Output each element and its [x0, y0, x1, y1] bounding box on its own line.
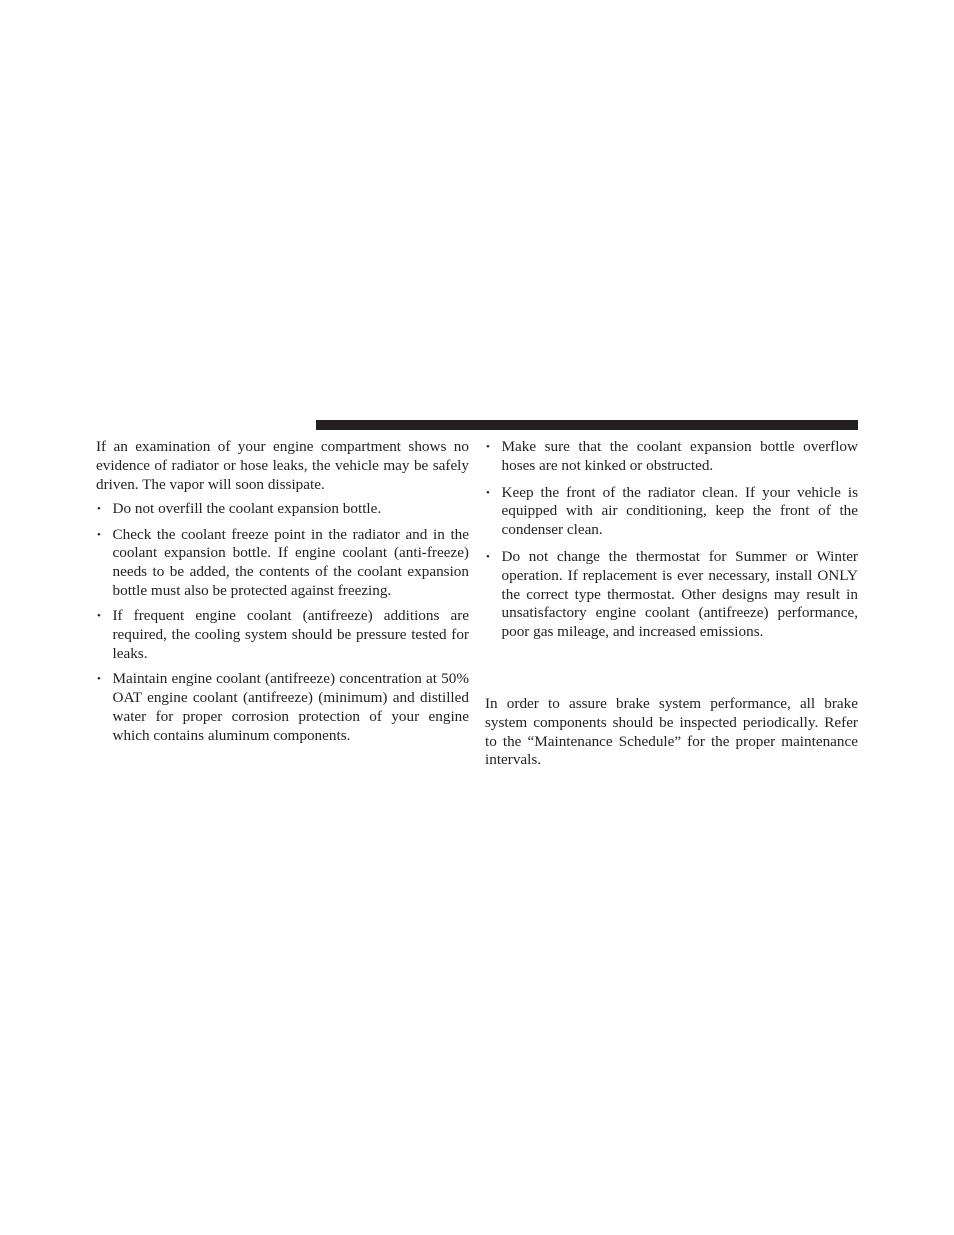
intro-paragraph: If an examination of your engine compartment shows no evidence of radiator or hose leaks, the vehicle may be safely driven. The vapor will soon dissipate. [96, 438, 469, 493]
list-item-text: Do not overfill the coolant expansion bottle. [112, 500, 382, 518]
list-item [485, 438, 858, 476]
left-bullet-list [96, 500, 469, 745]
list-item-text: Maintain engine coolant (antifreeze) concentration at 50% OAT engine coolant (antifreeze) (minimum) and distilled water for proper corrosion protection of your engine which contains aluminum components. [112, 670, 469, 744]
list-item-text: Keep the front of the radiator clean. If your vehicle is equipped with air conditioning, keep the front of the condenser clean. [501, 483, 858, 539]
list-item-text: Make sure that the coolant expansion bottle overflow hoses are not kinked or obstructed. [501, 438, 858, 474]
list-item [96, 670, 469, 745]
bullet-icon: • [486, 441, 490, 453]
right-bullet-list [485, 438, 858, 642]
bullet-icon: • [97, 503, 101, 516]
list-item [485, 484, 858, 540]
list-item-text: Check the coolant freeze point in the radiator and in the coolant expansion bottle. If engine coolant (anti-freeze) needs to be added, the contents of the coolant expansion bottle must also be protected against freezing. [112, 525, 469, 600]
list-item [96, 607, 469, 663]
list-item-text: If frequent engine coolant (antifreeze) additions are required, the cooling system should be pressure tested for leaks. [112, 607, 469, 662]
list-item [96, 526, 469, 601]
bullet-icon: • [486, 550, 490, 563]
list-item [96, 500, 469, 519]
right-column [485, 438, 858, 769]
bullet-icon: • [97, 528, 101, 541]
list-item [485, 548, 858, 642]
list-item-text: Do not change the thermostat for Summer or Winter operation. If replacement is ever necessary, install ONLY the correct type thermostat. Other designs may result in unsatisfactory engine coolant (antifreeze) performance, poor gas mileage, and increased emissions. [501, 547, 858, 641]
bullet-icon: • [97, 673, 101, 686]
bullet-icon: • [486, 486, 490, 499]
section-header-bar [316, 420, 858, 430]
left-column [96, 438, 469, 752]
brake-system-paragraph: In order to assure brake system performance, all brake system components should be inspected periodically. Refer to the “Maintenance Schedule” for the proper maintenance intervals. [485, 695, 858, 769]
bullet-icon: • [97, 610, 101, 623]
